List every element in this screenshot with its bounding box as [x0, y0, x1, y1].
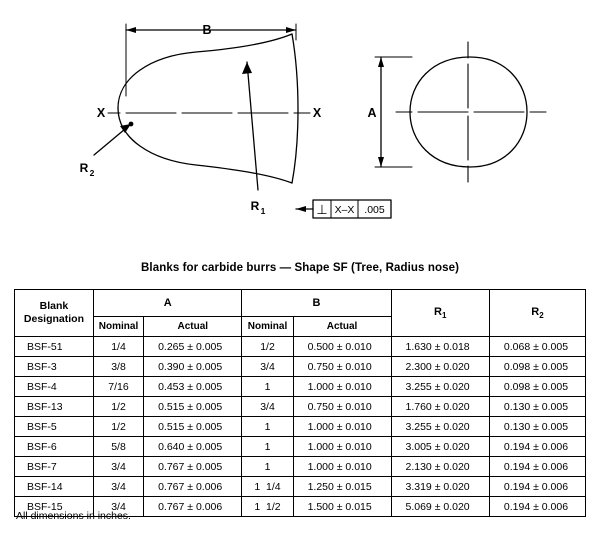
header-r1-letter: R [434, 305, 442, 318]
table-row [15, 397, 586, 417]
table-row [15, 457, 586, 477]
cell-r2: 0.130 ± 0.005 [489, 417, 585, 437]
cell-r1: 3.255 ± 0.020 [391, 377, 489, 397]
cell-a-actual: 0.767 ± 0.005 [144, 457, 242, 477]
cell-r2: 0.194 ± 0.006 [489, 477, 585, 497]
r2-label-subscript: 2 [89, 168, 95, 178]
dim-a-arrow-bottom [378, 157, 384, 167]
cell-r2: 0.068 ± 0.005 [489, 337, 585, 357]
cell-a-nominal: 5/8 [93, 437, 143, 457]
cell-r1: 1.760 ± 0.020 [391, 397, 489, 417]
dimensions-table-wrap [14, 289, 586, 517]
cell-a-nominal: 1/2 [93, 417, 143, 437]
cell-a-nominal: 3/8 [93, 357, 143, 377]
cell-b-actual: 1.000 ± 0.010 [293, 457, 391, 477]
cell-designation: BSF-13 [15, 397, 94, 417]
cell-a-nominal: 3/4 [93, 497, 143, 517]
cell-designation: BSF-6 [15, 437, 94, 457]
header-r2-subscript: 2 [539, 311, 544, 321]
cell-b-actual: 0.750 ± 0.010 [293, 357, 391, 377]
table-row [15, 437, 586, 457]
profile-back-arc [292, 34, 298, 183]
header-blank-designation-line1: Blank [39, 300, 69, 312]
header-r1 [391, 290, 489, 337]
cell-a-nominal: 1/2 [93, 397, 143, 417]
cell-a-nominal: 7/16 [93, 377, 143, 397]
cell-designation: BSF-5 [15, 417, 94, 437]
r1-arrowhead [242, 62, 252, 74]
header-a-actual: Actual [144, 317, 242, 337]
cell-r2: 0.098 ± 0.005 [489, 377, 585, 397]
r1-label-subscript: 1 [260, 206, 266, 216]
table-row [15, 357, 586, 377]
cell-r1: 1.630 ± 0.018 [391, 337, 489, 357]
table-header-row-primary [15, 290, 586, 317]
fcf-tolerance-label: .005 [364, 204, 385, 216]
r2-label: R [79, 161, 89, 175]
dim-b-arrow-left [126, 27, 136, 33]
cell-b-nominal: 1 [242, 417, 293, 437]
axis-label-left: X [96, 106, 106, 120]
header-blank-designation-line2: Designation [23, 313, 85, 325]
cell-designation: BSF-4 [15, 377, 94, 397]
table-body [15, 337, 586, 517]
table-row [15, 377, 586, 397]
cell-b-actual: 0.500 ± 0.010 [293, 337, 391, 357]
cell-r2: 0.194 ± 0.006 [489, 497, 585, 517]
cell-a-actual: 0.515 ± 0.005 [144, 417, 242, 437]
cell-r1: 3.255 ± 0.020 [391, 417, 489, 437]
axis-label-right: X [312, 106, 322, 120]
cell-a-actual: 0.265 ± 0.005 [144, 337, 242, 357]
cell-designation: BSF-51 [15, 337, 94, 357]
cell-r2: 0.194 ± 0.006 [489, 437, 585, 457]
cell-r2: 0.130 ± 0.005 [489, 397, 585, 417]
cell-designation: BSF-7 [15, 457, 94, 477]
cell-a-actual: 0.767 ± 0.006 [144, 477, 242, 497]
cell-b-nominal: 1 1/4 [242, 477, 293, 497]
cell-b-actual: 1.000 ± 0.010 [293, 417, 391, 437]
cell-b-actual: 0.750 ± 0.010 [293, 397, 391, 417]
cell-designation: BSF-14 [15, 477, 94, 497]
dim-a-arrow-top [378, 57, 384, 67]
cell-b-nominal: 1 [242, 437, 293, 457]
fcf-datum-label: X–X [334, 204, 355, 216]
header-r1-subscript: 1 [441, 311, 447, 321]
cell-r1: 2.300 ± 0.020 [391, 357, 489, 377]
r2-center-dot [129, 122, 134, 127]
header-b-nominal: Nominal [242, 317, 293, 337]
dim-a-label: A [367, 106, 377, 120]
cell-a-actual: 0.640 ± 0.005 [144, 437, 242, 457]
drawing-svg [0, 0, 600, 240]
table-row [15, 337, 586, 357]
cell-a-nominal: 3/4 [93, 457, 143, 477]
cell-r1: 5.069 ± 0.020 [391, 497, 489, 517]
cell-designation: BSF-3 [15, 357, 94, 377]
cell-b-actual: 1.250 ± 0.015 [293, 477, 391, 497]
cell-b-nominal: 3/4 [242, 397, 293, 417]
cell-r2: 0.098 ± 0.005 [489, 357, 585, 377]
cell-a-nominal: 3/4 [93, 477, 143, 497]
table-head [15, 290, 586, 337]
cell-r1: 2.130 ± 0.020 [391, 457, 489, 477]
dim-b-label: B [202, 23, 212, 37]
header-r2 [489, 290, 585, 337]
header-blank-designation [15, 290, 94, 337]
cell-a-actual: 0.453 ± 0.005 [144, 377, 242, 397]
header-r2-letter: R [531, 305, 540, 318]
cell-a-actual: 0.767 ± 0.006 [144, 497, 242, 517]
header-b-actual: Actual [293, 317, 391, 337]
table-footnote: All dimensions in inches. [16, 510, 131, 522]
cell-b-actual: 1.000 ± 0.010 [293, 377, 391, 397]
cell-b-nominal: 1/2 [242, 337, 293, 357]
cell-b-nominal: 3/4 [242, 357, 293, 377]
header-b: B [242, 290, 391, 317]
cell-b-actual: 1.000 ± 0.010 [293, 437, 391, 457]
table-row [15, 477, 586, 497]
header-a: A [93, 290, 242, 317]
cell-r2: 0.194 ± 0.006 [489, 457, 585, 477]
dim-b-arrow-right [286, 27, 296, 33]
figure-caption: Blanks for carbide burrs — Shape SF (Tree, Radius nose) [141, 262, 459, 274]
cell-designation: BSF-15 [15, 497, 94, 517]
profile-top-curve [118, 34, 292, 108]
cell-b-nominal: 1 [242, 457, 293, 477]
profile-bottom-curve [118, 108, 292, 183]
cell-r1: 3.005 ± 0.020 [391, 437, 489, 457]
cell-a-nominal: 1/4 [93, 337, 143, 357]
cell-a-actual: 0.515 ± 0.005 [144, 397, 242, 417]
header-a-nominal: Nominal [93, 317, 143, 337]
cell-b-nominal: 1 1/2 [242, 497, 293, 517]
fcf-arrowhead [296, 206, 306, 212]
cell-b-nominal: 1 [242, 377, 293, 397]
cell-b-actual: 1.500 ± 0.015 [293, 497, 391, 517]
r1-leader [247, 62, 258, 190]
table-row [15, 417, 586, 437]
perpendicularity-icon: ⊥ [316, 203, 328, 218]
r1-label: R [250, 199, 260, 213]
technical-drawing [0, 0, 600, 240]
cell-a-actual: 0.390 ± 0.005 [144, 357, 242, 377]
cell-r1: 3.319 ± 0.020 [391, 477, 489, 497]
dimensions-table [14, 289, 586, 517]
